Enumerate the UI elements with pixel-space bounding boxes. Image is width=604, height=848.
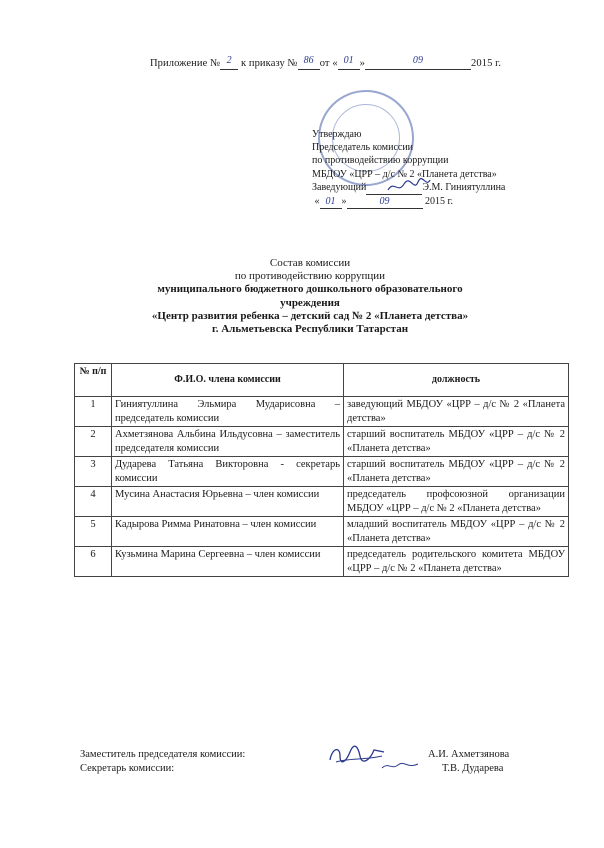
appendix-year: 2015 г. <box>471 58 502 69</box>
row-num: 2 <box>75 427 112 457</box>
row-num: 4 <box>75 487 112 517</box>
deputy-signature-row <box>80 748 560 762</box>
header-name: Ф.И.О. члена комиссии <box>112 364 344 397</box>
header-position: должность <box>344 364 569 397</box>
commission-table <box>74 363 569 577</box>
row-position: заведующий МБДОУ «ЦРР – д/с № 2 «Планета детства» <box>344 397 569 427</box>
title-line-6: г. Альметьевска Республики Татарстан <box>211 323 409 336</box>
secretary-signature-row <box>80 762 560 776</box>
appendix-to-order: к приказу № <box>240 58 298 69</box>
title-line-5: «Центр развития ребенка – детский сад № 2 «Планета детства» <box>151 309 469 322</box>
approval-date-open: « <box>314 196 320 208</box>
row-num: 1 <box>75 397 112 427</box>
appendix-from: от « <box>319 58 338 69</box>
approval-year: 2015 г. <box>425 196 453 208</box>
document-title <box>100 257 520 336</box>
row-position: председатель родительского комитета МБДОУ «ЦРР – д/с № 2 «Планета детства» <box>344 547 569 577</box>
appendix-quote-close: » <box>359 58 366 69</box>
secretary-name: Т.В. Дударева <box>442 763 504 774</box>
table-row <box>75 457 569 487</box>
approval-line-3: по противодействию коррупции <box>312 155 449 167</box>
title-line-4: учреждения <box>280 296 340 309</box>
approval-month: 09 <box>347 195 423 209</box>
row-name: Ахметзянова Альбина Ильдусовна – заместитель председателя комиссии <box>112 427 344 457</box>
approval-line-2: Председатель комиссии <box>312 142 414 154</box>
title-line-3: муниципального бюджетного дошкольного образовательного <box>157 283 463 296</box>
header-num: № п/п <box>75 364 112 397</box>
appendix-number: 2 <box>226 55 232 66</box>
row-name: Гиниятуллина Эльмира Мударисовна – председатель комиссии <box>112 397 344 427</box>
deputy-signature-icon <box>326 742 388 768</box>
approval-block <box>312 128 505 209</box>
row-position: старший воспитатель МБДОУ «ЦРР – д/с № 2 «Планета детства» <box>344 457 569 487</box>
table-row <box>75 517 569 547</box>
row-position: младший воспитатель МБДОУ «ЦРР – д/с № 2 «Планета детства» <box>344 517 569 547</box>
title-line-2: по противодействию коррупции <box>234 270 386 283</box>
row-position: председатель профсоюзной организации МБДОУ «ЦРР – д/с № 2 «Планета детства» <box>344 487 569 517</box>
row-name: Мусина Анастасия Юрьевна – член комиссии <box>112 487 344 517</box>
signature-footer <box>80 748 560 776</box>
approval-signature-icon <box>386 176 432 196</box>
deputy-label: Заместитель председателя комиссии: <box>80 749 246 760</box>
secretary-label: Секретарь комиссии: <box>80 763 175 774</box>
row-num: 6 <box>75 547 112 577</box>
row-num: 3 <box>75 457 112 487</box>
table-row <box>75 487 569 517</box>
order-number: 86 <box>303 55 314 66</box>
row-name: Дударева Татьяна Викторовна - секретарь комиссии <box>112 457 344 487</box>
approval-date-close: » <box>341 196 347 208</box>
table-row <box>75 427 569 457</box>
table-header-row <box>75 364 569 397</box>
appendix-prefix: Приложение № <box>150 58 221 69</box>
title-line-1: Состав комиссии <box>269 257 351 269</box>
order-month: 09 <box>412 55 424 66</box>
table-row <box>75 397 569 427</box>
appendix-line <box>150 55 502 70</box>
approval-line-4: МБДОУ «ЦРР – д/с № 2 «Планета детства» <box>312 168 497 180</box>
row-name: Кузьмина Марина Сергеевна – член комиссии <box>112 547 344 577</box>
approval-head-label: Заведующий <box>312 181 367 193</box>
deputy-name: А.И. Ахметзянова <box>428 749 510 760</box>
row-position: старший воспитатель МБДОУ «ЦРР – д/с № 2 «Планета детства» <box>344 427 569 457</box>
row-name: Кадырова Римма Ринатовна – член комиссии <box>112 517 344 547</box>
approval-head-name: Э.М. Гиниятуллина <box>422 181 506 193</box>
table-row <box>75 547 569 577</box>
secretary-signature-icon <box>380 760 420 772</box>
approval-line-1: Утверждаю <box>312 129 362 140</box>
order-day: 01 <box>343 55 354 66</box>
row-num: 5 <box>75 517 112 547</box>
approval-date-line <box>312 195 505 209</box>
approval-day: 01 <box>320 195 342 209</box>
